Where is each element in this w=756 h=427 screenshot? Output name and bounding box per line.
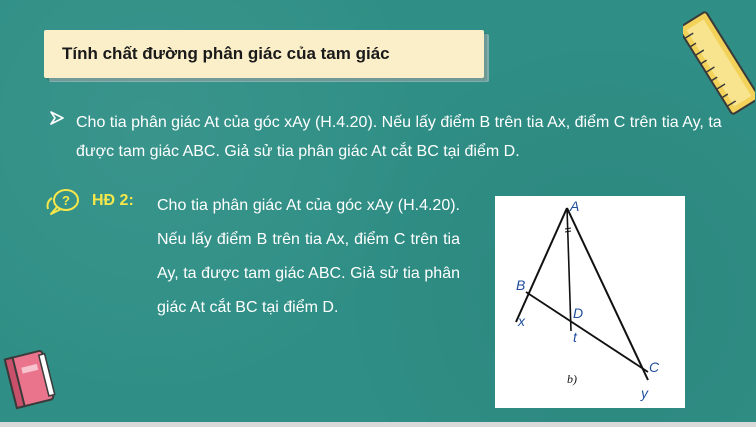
title-box	[44, 30, 484, 78]
label-y: y	[641, 385, 648, 401]
svg-text:?: ?	[62, 193, 70, 208]
segment-bc	[526, 292, 648, 372]
arrow-bullet-icon	[50, 111, 64, 125]
label-b: B	[516, 277, 526, 293]
ruler-icon	[683, 8, 755, 118]
ray-ax	[516, 208, 567, 322]
bullet-text: Cho tia phân giác At của góc xAy (H.4.20). Nếu lấy điểm B trên tia Ax, điểm C trên tia Ay, ta được tam giác ABC. Giả sử tia phân giác At cắt BC tại điểm D.	[76, 114, 722, 160]
ray-ay	[567, 208, 648, 380]
label-a: A	[570, 198, 580, 214]
bottom-border	[0, 422, 756, 427]
question-chat-icon	[46, 187, 82, 219]
activity-label: HĐ 2:	[92, 192, 134, 209]
notebook-icon	[0, 346, 60, 411]
page-title: Tính chất đường phân giác của tam giác	[62, 44, 390, 63]
label-x: x	[518, 313, 525, 329]
triangle-figure	[495, 196, 685, 408]
figure-caption: b)	[567, 372, 577, 386]
label-c: C	[649, 359, 660, 375]
triangle-diagram	[495, 196, 685, 408]
bisector-at	[567, 208, 571, 331]
activity-text: Cho tia phân giác At của góc xAy (H.4.20). Nếu lấy điểm B trên tia Ax, điểm C trên tia Ay, ta được tam giác ABC. Giả sử tia phân giác At cắt BC tại điểm D.	[157, 197, 460, 316]
label-t: t	[573, 329, 577, 345]
label-d: D	[573, 305, 584, 321]
